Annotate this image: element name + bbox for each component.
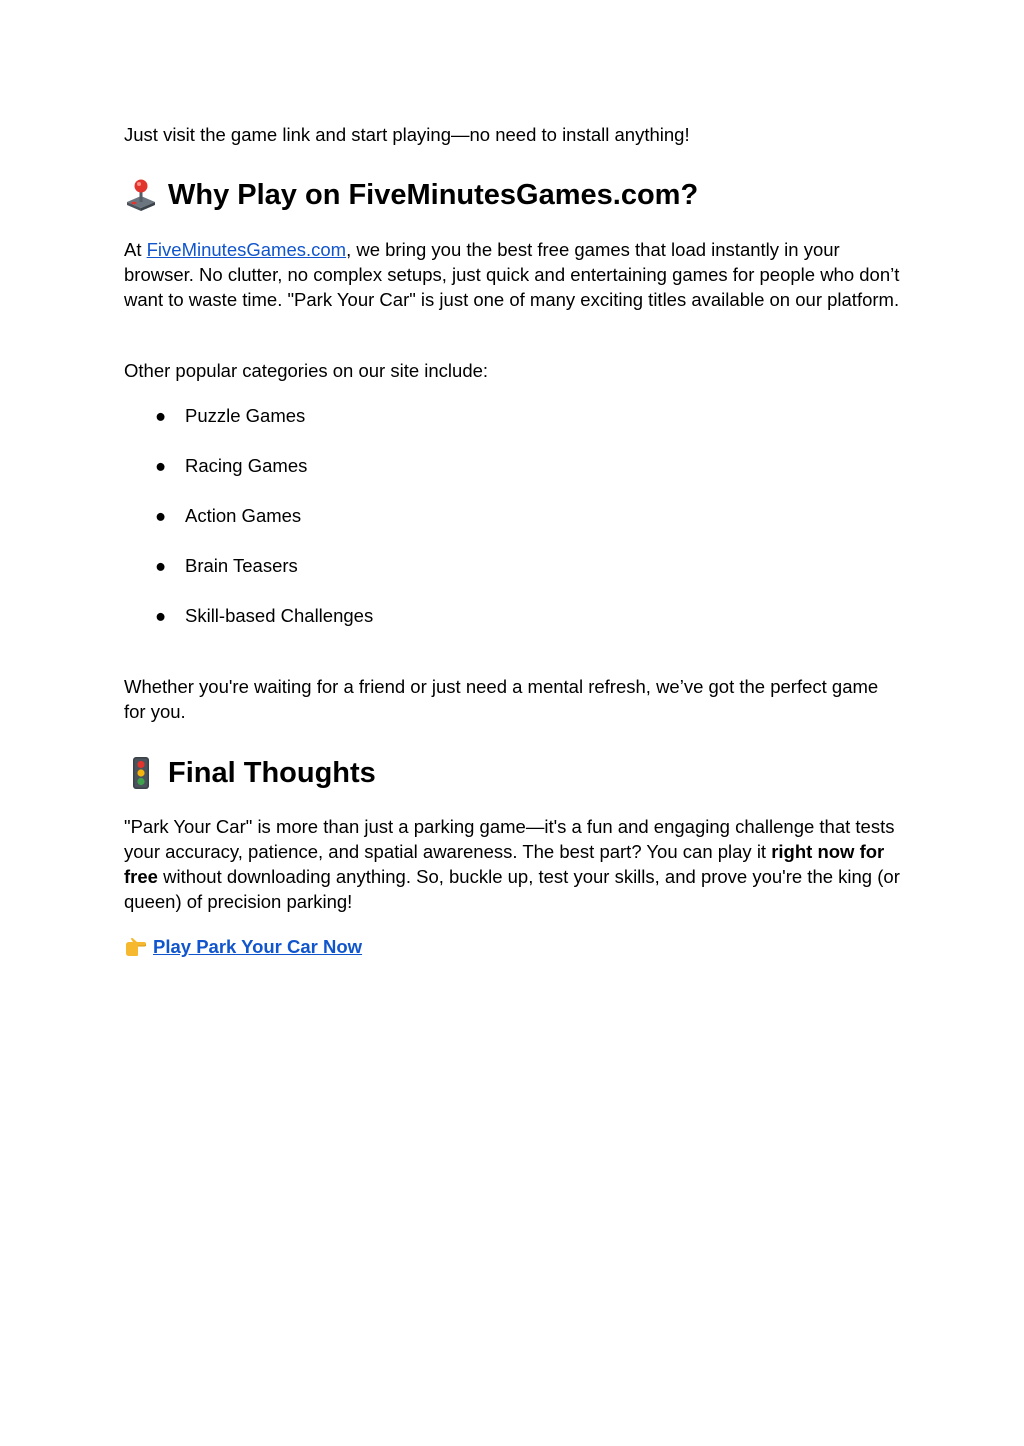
bullet: ● xyxy=(155,605,167,626)
why-paragraph-rest: , we bring you the best free games that load instantly in your browser. No clutter, no complex setups, just quick and entertaining games for people who don’t want to waste time. "Park Your Car" is just one of many exciting titles available on our platform. xyxy=(124,239,900,310)
site-link[interactable]: FiveMinutesGames.com xyxy=(146,239,347,260)
section-heading-final-text: Final Thoughts xyxy=(168,756,376,789)
final-paragraph-bold: right now for free xyxy=(124,841,885,887)
traffic-light-icon xyxy=(124,756,158,790)
categories-intro: Other popular categories on our site include: xyxy=(124,360,489,381)
category-label: Racing Games xyxy=(185,455,308,476)
why-paragraph-prefix: At xyxy=(124,239,147,260)
category-label: Puzzle Games xyxy=(185,405,306,426)
cta-line xyxy=(124,934,362,959)
bullet: ● xyxy=(155,405,167,426)
bullet: ● xyxy=(155,555,167,576)
category-label: Brain Teasers xyxy=(185,555,298,576)
play-link[interactable]: Play Park Your Car Now xyxy=(153,936,363,957)
final-paragraph xyxy=(124,814,904,914)
why-closing: Whether you're waiting for a friend or just need a mental refresh, we’ve got the perfect game for you. xyxy=(124,676,879,722)
why-paragraph xyxy=(124,237,904,312)
final-paragraph-part1: "Park Your Car" is more than just a parking game—it's a fun and engaging challenge that tests your accuracy, patience, and spatial awareness. The best part? You can play it xyxy=(124,816,895,862)
bullet: ● xyxy=(155,455,167,476)
joystick-icon xyxy=(124,178,158,212)
category-label: Action Games xyxy=(185,505,302,526)
section-heading-final xyxy=(124,756,376,790)
bullet: ● xyxy=(155,505,167,526)
section-heading-why-text: Why Play on FiveMinutesGames.com? xyxy=(168,178,699,211)
category-label: Skill-based Challenges xyxy=(185,605,374,626)
pointing-hand-icon xyxy=(124,937,146,957)
section-heading-why xyxy=(124,178,698,212)
final-paragraph-part2: without downloading anything. So, buckle up, test your skills, and prove you're the king (or queen) of precision parking! xyxy=(124,866,900,912)
intro-text: Just visit the game link and start playing—no need to install anything! xyxy=(124,124,690,145)
